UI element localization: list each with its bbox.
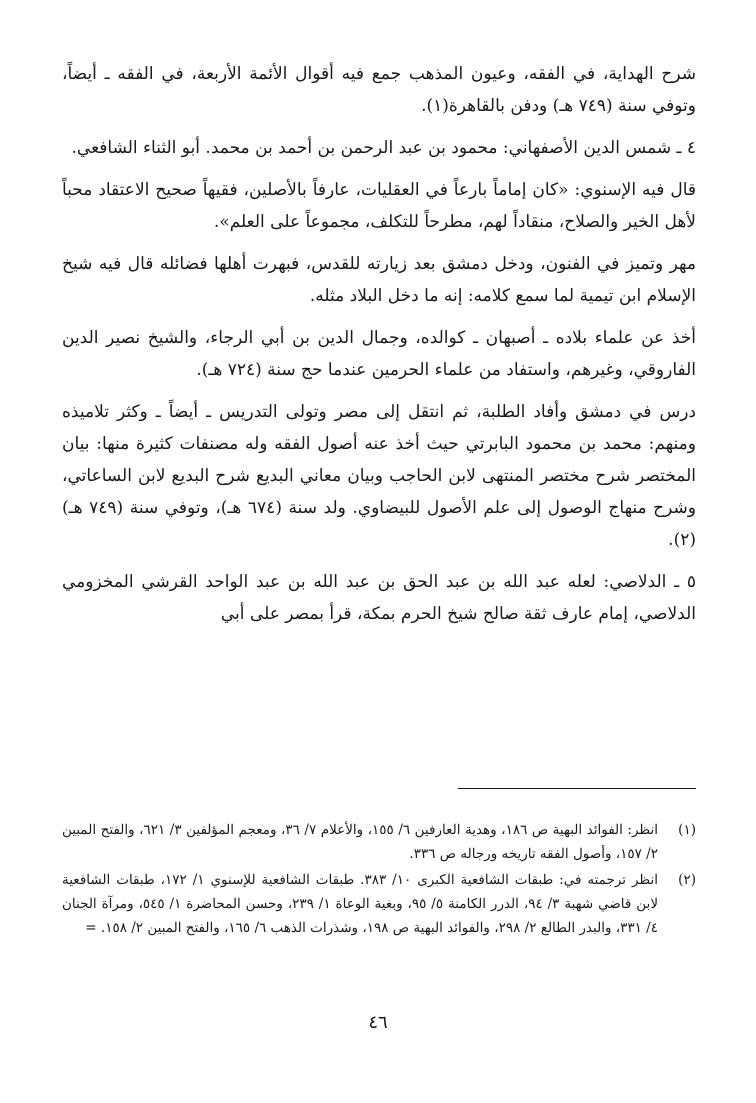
footnote-text: انظر: الفوائد البهية ص ١٨٦، وهدية العارفين ٦/ ١٥٥، والأعلام ٧/ ٣٦، ومعجم المؤلفين ٣/ ٦٢١، والفتح المبين ٢/ ١٥٧، وأصول الفقه تاريخه ورجاله ص ٣٣٦. [62,822,658,862]
main-text [62,58,696,638]
paragraph: درس في دمشق وأفاد الطلبة، ثم انتقل إلى مصر وتولى التدريس ـ أيضاً ـ وكثر تلاميذه ومنهم: محمد بن محمود البابرتي حيث أخذ عنه أصول الفقه وله مصنفات كثيرة منها: بيان المختصر شرح مختصر المنتهى لابن الحاجب وبيان معاني البديع شرح البديع لابن الساعاتي، وشرح منهاج الوصول إلى علم الأصول للبيضاوي. ولد سنة (٦٧٤ هـ)، وتوفي سنة (٧٤٩ هـ)(٢). [62,402,696,550]
footnote-number: (٢) [678,872,696,888]
page-number: ٤٦ [368,1012,388,1033]
footnote-divider [458,788,696,789]
footnote [62,868,696,940]
paragraph: ٥ ـ الدلاصي: لعله عبد الله بن عبد الحق بن عبد الله بن عبد الواحد القرشي المخزومي الدلاصي، إمام عارف ثقة صالح شيخ الحرم بمكة، قرأ بمصر على أبي [62,572,696,624]
paragraph: قال فيه الإسنوي: «كان إماماً بارعاً في العقليات، عارفاً بالأصلين، فقيهاً صحيح الاعتقاد محباً لأهل الخير والصلاح، منقاداً لهم، مطرحاً للتكلف، مجموعاً على العلم». [62,180,696,232]
footnotes [62,818,696,942]
paragraph: ٤ ـ شمس الدين الأصفهاني: محمود بن عبد الرحمن بن أحمد بن محمد. أبو الثناء الشافعي. [71,138,696,158]
paragraph: أخذ عن علماء بلاده ـ أصبهان ـ كوالده، وجمال الدين بن أبي الرجاء، والشيخ نصير الدين الفاروقي، وغيرهم، واستفاد من علماء الحرمين عندما حج سنة (٧٢٤ هـ). [62,328,696,380]
paragraph: شرح الهداية، في الفقه، وعيون المذهب جمع فيه أقوال الأئمة الأربعة، في الفقه ـ أيضاً، وتوفي سنة (٧٤٩ هـ) ودفن بالقاهرة(١). [62,64,696,116]
footnote [62,818,696,866]
paragraph: مهر وتميز في الفنون، ودخل دمشق بعد زيارته للقدس، فبهرت أهلها فضائله قال فيه شيخ الإسلام ابن تيمية لما سمع كلامه: إنه ما دخل البلاد مثله. [62,254,696,306]
footnote-text: انظر ترجمته في: طبقات الشافعية الكبرى ١٠/ ٣٨٣. طبقات الشافعية للإسنوي ١/ ١٧٢، طبقات الشافعية لابن قاضي شهبة ٣/ ٩٤، الدرر الكامنة ٥/ ٩٥، وبغية الوعاة ١/ ٢٣٩، وحسن المحاضرة ١/ ٥٤٥، ومرآة الجنان ٤/ ٣٣١، والبدر الطالع ٢/ ٢٩٨، والفوائد البهية ص ١٩٨، وشذرات الذهب ٦/ ١٦٥، والفتح المبين ٢/ ١٥٨. = [62,872,659,936]
footnote-number: (١) [678,822,696,838]
